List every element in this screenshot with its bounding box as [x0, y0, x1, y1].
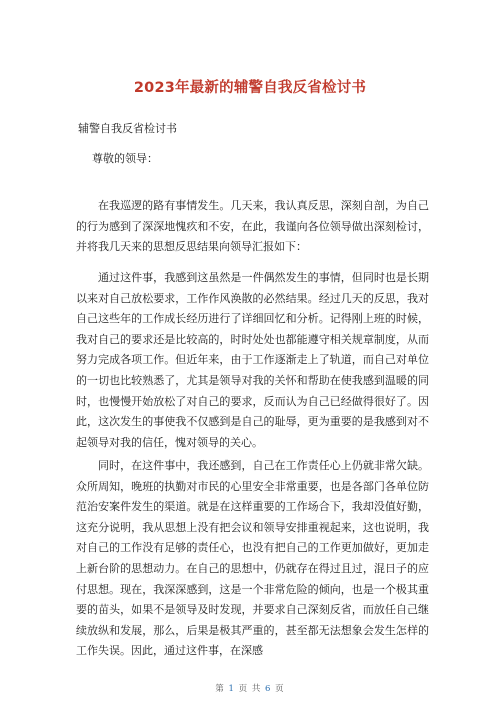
paragraph: 在我巡逻的路有事情发生。几天来，我认真反思，深刻自剖，为自己的行为感到了深深地愧疚和不安，在此，我谨向各位领导做出深刻检讨，并将我几天来的思想反思结果向领导汇报如下： — [76, 199, 429, 254]
footer-middle: 页 共 — [238, 684, 262, 694]
paragraph: 同时，在这件事中，我还感到，自己在工作责任心上仍就非常欠缺。众所周知，晚班的执勤对市民的心里安全非常重要，也是各部门各单位防范治安案件发生的渠道。就是在这样重要的工作场合下，我却没值好勤，这充分说明，我从思想上没有把会议和领导安排重视起来，这也说明，我对自己的工作没有足够的责任心，也没有把自己的工作更加做好，更加走上新台阶的思想动力。在自己的思想中，仍就存在得过且过，混日子的应付思想。现在，我深深感到，这是一个非常危险的倾向，也是一个极其重要的苗头，如果不是领导及时发现，并要求自己深刻反省，而放任自己继续放纵和发展，那么，后果是极其严重的，甚至都无法想象会发生怎样的工作失误。因此，通过这件事，在深感 — [76, 459, 429, 658]
total-page-number: 6 — [265, 684, 272, 694]
greeting: 尊敬的领导： — [92, 152, 158, 165]
footer-prefix: 第 — [215, 684, 225, 694]
document-subtitle: 辅警自我反省检讨书 — [78, 122, 177, 135]
paragraph: 通过这件事，我感到这虽然是一件偶然发生的事情，但同时也是长期以来对自己放松要求，工作作风涣散的必然结果。经过几天的反思，我对自己这些年的工作成长经历进行了详细回忆和分析。记得刚上班的时候，我对自己的要求还是比较高的，时时处处也都能遵守相关规章制度，从而努力完成各项工作。但近年来，由于工作逐渐走上了轨道，而自己对单位的一切也比较熟悉了，尤其是领导对我的关怀和帮助在使我感到温暖的同时，也慢慢开始放松了对自己的要求，反而认为自己已经做得很好了。因此，这次发生的事使我不仅感到是自己的耻辱，更为重要的是我感到对不起领导对我的信任，愧对领导的关心。 — [76, 271, 429, 449]
page-footer — [0, 682, 500, 694]
current-page-number: 1 — [228, 684, 235, 694]
document-title: 2023年最新的辅警自我反省检讨书 — [133, 80, 367, 96]
footer-suffix: 页 — [275, 684, 285, 694]
